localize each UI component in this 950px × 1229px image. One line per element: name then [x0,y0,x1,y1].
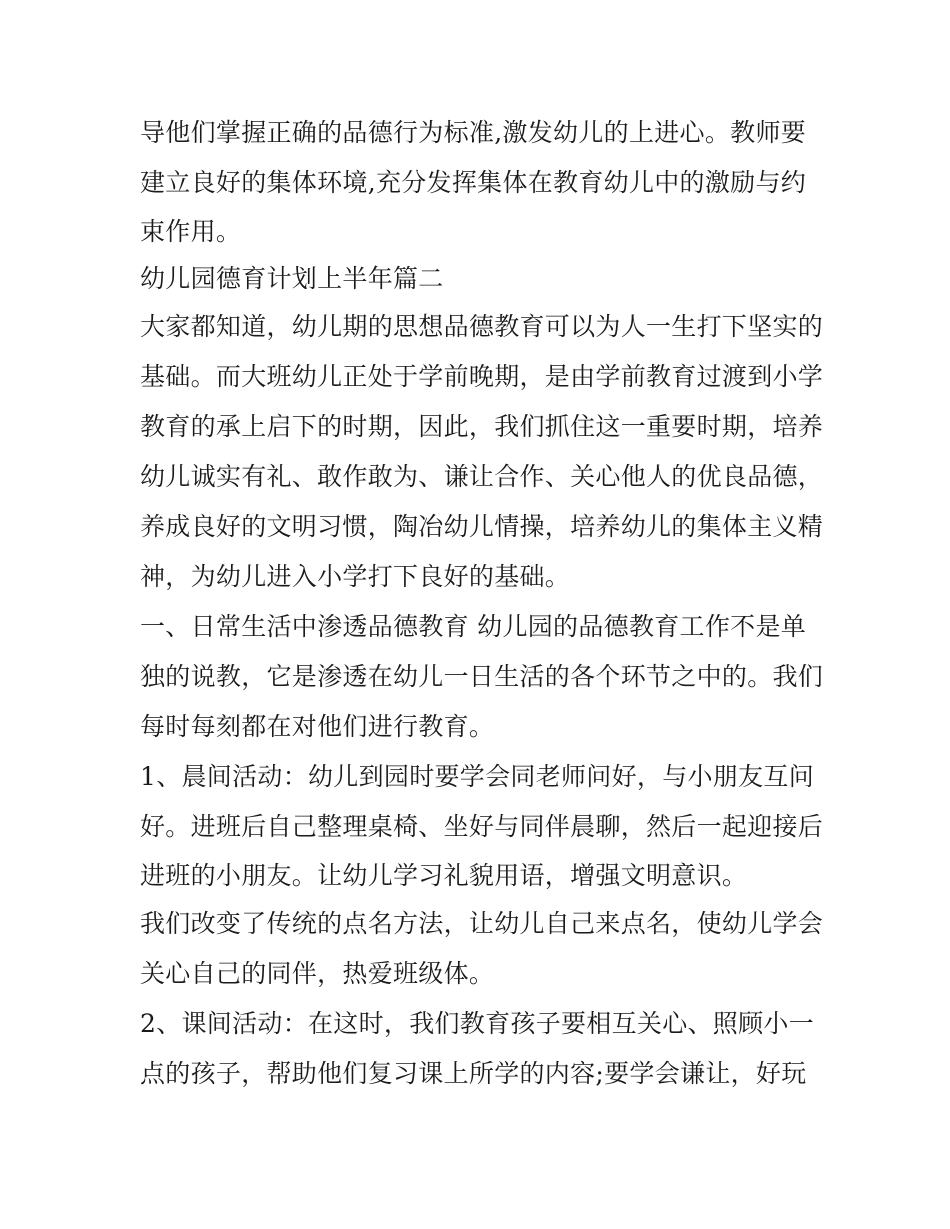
text-line-13: 每时每刻都在对他们进行教育。 [140,712,495,741]
document-body [140,108,824,1099]
text-line-12: 独的说教，它是渗透在幼儿一日生活的各个环节之中的。我们 [140,662,824,691]
text-line-15: 好。进班后自己整理桌椅、坐好与同伴晨聊，然后一起迎接后 [140,812,824,841]
text-line-1: 导他们掌握正确的品德行为标准,激发幼儿的上进心。教师要 [140,118,807,147]
text-line-2: 建立良好的集体环境,充分发挥集体在教育幼儿中的激励与约 [140,168,807,197]
text-line-19: 2、课间活动：在这时，我们教育孩子要相互关心、照顾小一 [140,1009,815,1038]
text-line-18: 关心自己的同伴，热爱班级体。 [140,959,495,988]
text-line-14: 1、晨间活动：幼儿到园时要学会同老师问好，与小朋友互问 [140,762,815,791]
text-line-9: 养成良好的文明习惯，陶冶幼儿情操，培养幼儿的集体主义精 [140,512,824,541]
text-line-3: 束作用。 [140,217,242,246]
text-line-8: 幼儿诚实有礼、敢作敢为、谦让合作、关心他人的优良品德， [140,462,824,491]
text-line-7: 教育的承上启下的时期，因此，我们抓住这一重要时期，培养 [140,412,824,441]
text-line-16: 进班的小朋友。让幼儿学习礼貌用语，增强文明意识。 [140,861,748,890]
text-line-10: 神，为幼儿进入小学打下良好的基础。 [140,562,571,591]
text-line-17: 我们改变了传统的点名方法，让幼儿自己来点名，使幼儿学会 [140,909,824,938]
text-line-5: 大家都知道，幼儿期的思想品德教育可以为人一生打下坚实的 [140,312,824,341]
section-heading: 幼儿园德育计划上半年篇二 [140,264,444,293]
text-line-11: 一、日常生活中渗透品德教育 幼儿园的品德教育工作不是单 [140,612,807,641]
text-line-20: 点的孩子，帮助他们复习课上所学的内容;要学会谦让，好玩 [140,1059,807,1088]
text-line-6: 基础。而大班幼儿正处于学前晚期，是由学前教育过渡到小学 [140,362,824,391]
